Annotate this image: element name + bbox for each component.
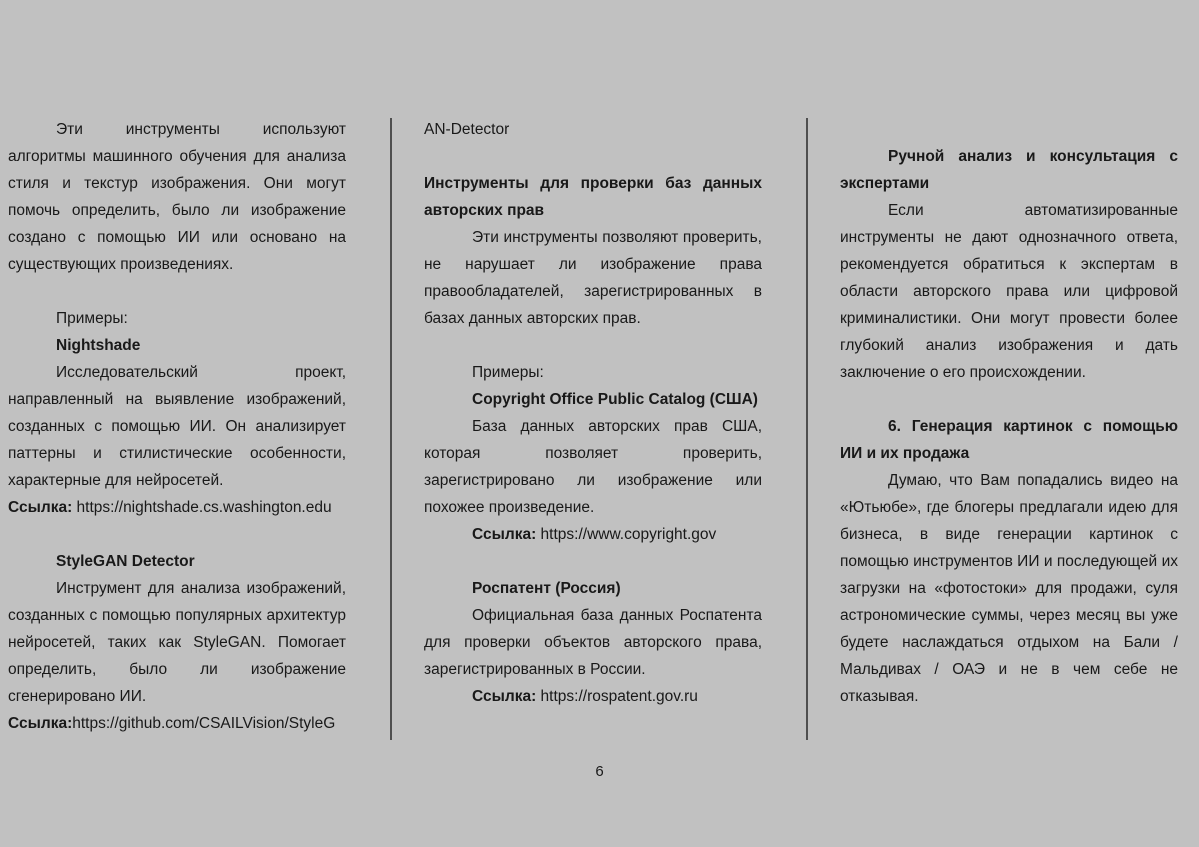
paragraph [840, 467, 1178, 710]
text-column-left [8, 116, 346, 737]
paragraph [424, 521, 762, 548]
paragraph [8, 332, 346, 359]
column-divider-right [806, 118, 808, 740]
text-run: Ссылка: [472, 526, 537, 543]
text-run: База данных авторских прав США, которая позволяет проверить, зарегистрировано ли изображение или похожее произведение. [424, 418, 762, 516]
text-column-middle [424, 116, 762, 710]
blank-line [8, 521, 346, 548]
paragraph [424, 359, 762, 386]
paragraph [8, 305, 346, 332]
text-run: Примеры: [56, 310, 128, 327]
paragraph [840, 143, 1178, 197]
paragraph [424, 116, 762, 143]
text-run: Официальная база данных Роспатента для проверки объектов авторского права, зарегистрированных в России. [424, 607, 762, 678]
text-run: https://nightshade.cs.washington.edu [72, 499, 332, 516]
blank-line [424, 548, 762, 575]
text-run: Copyright Office Public Catalog (США) [472, 391, 758, 408]
text-run: Ссылка: [472, 688, 537, 705]
paragraph [424, 386, 762, 413]
paragraph [424, 683, 762, 710]
text-run: Nightshade [56, 337, 141, 354]
paragraph [840, 197, 1178, 386]
paragraph [424, 224, 762, 332]
text-run: Инструменты для проверки баз данных авторских прав [424, 175, 762, 219]
text-run: Роспатент (Россия) [472, 580, 621, 597]
text-run: Эти инструменты позволяют проверить, не нарушает ли изображение права правообладателей, зарегистрированных в базах данных авторских прав. [424, 229, 762, 327]
paragraph [8, 116, 346, 278]
text-column-right [840, 143, 1178, 710]
text-run: AN-Detector [424, 121, 510, 138]
text-run: Инструмент для анализа изображений, созданных с помощью популярных архитектур нейросетей, таких как StyleGAN. Помогает определить, было ли изображение сгенерировано ИИ. [8, 580, 346, 705]
text-run: https://github.com/CSAILVision/StyleG [72, 715, 336, 732]
blank-line [840, 386, 1178, 413]
paragraph [8, 548, 346, 575]
paragraph [8, 494, 346, 521]
blank-line [424, 332, 762, 359]
text-run: https://www.copyright.gov [536, 526, 717, 543]
text-run: Ручной анализ и консультация с экспертами [840, 148, 1178, 192]
text-run: Эти инструменты используют алгоритмы машинного обучения для анализа стиля и текстур изображения. Они могут помочь определить, было ли изображение создано с помощью ИИ или основано на существующих произведениях. [8, 121, 346, 273]
text-run: 6. Генерация картинок с помощью ИИ и их продажа [840, 418, 1178, 462]
text-run: Ссылка: [8, 715, 73, 732]
paragraph [424, 413, 762, 521]
text-run: Думаю, что Вам попадались видео на «Ютьюбе», где блогеры предлагали идею для бизнеса, в виде генерации картинок с помощью инструментов ИИ и последующей их загрузки на «фотостоки» для продажи, суля астрономические суммы, через месяц вы уже будете наслаждаться отдыхом на Бали / Мальдивах / ОАЭ и не в чем себе не отказывая. [840, 472, 1178, 705]
text-run: Исследовательский проект, направленный на выявление изображений, созданных с помощью ИИ. Он анализирует паттерны и стилистические особенности, характерные для нейросетей. [8, 364, 346, 489]
column-divider-left [390, 118, 392, 740]
blank-line [8, 278, 346, 305]
paragraph [8, 359, 346, 494]
paragraph [424, 575, 762, 602]
paragraph [424, 602, 762, 683]
page-number: 6 [595, 763, 604, 780]
text-run: Если автоматизированные инструменты не дают однозначного ответа, рекомендуется обратиться к экспертам в области авторского права или цифровой криминалистики. Они могут провести более глубокий анализ изображения и дать заключение о его происхождении. [840, 202, 1178, 381]
paragraph [424, 170, 762, 224]
text-run: Примеры: [472, 364, 544, 381]
text-run: Ссылка: [8, 499, 73, 516]
paragraph [8, 575, 346, 710]
text-run: StyleGAN Detector [56, 553, 195, 570]
blank-line [424, 143, 762, 170]
paragraph [840, 413, 1178, 467]
text-run: https://rospatent.gov.ru [536, 688, 698, 705]
paragraph [8, 710, 346, 737]
